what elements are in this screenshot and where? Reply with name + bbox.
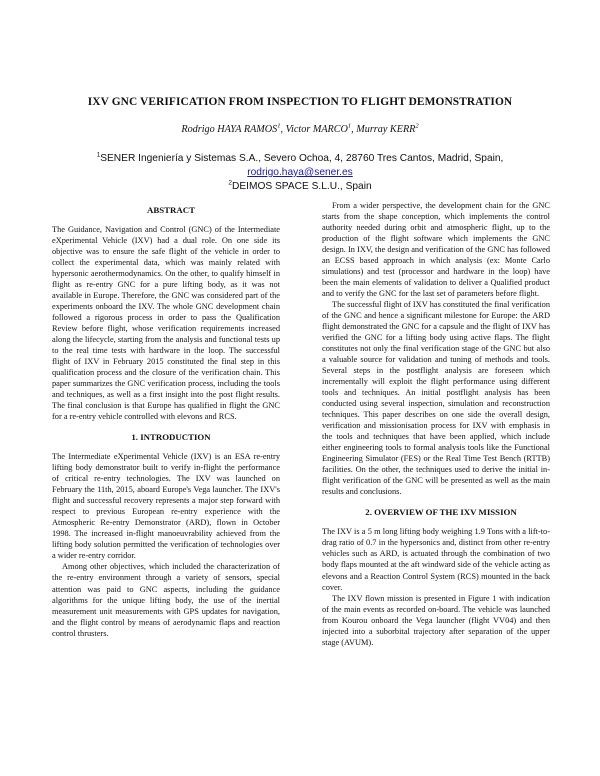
paper-title: IXV GNC VERIFICATION FROM INSPECTION TO FLIGHT DEMONSTRATION xyxy=(87,96,513,108)
author-name: Victor MARCO xyxy=(285,124,348,135)
author-email-link[interactable]: rodrigo.haya@sener.es xyxy=(247,167,353,178)
abstract-heading: ABSTRACT xyxy=(147,205,195,215)
paragraph: The successful flight of IXV has constituted the final verification of the GNC and hence a significant milestone for Europe: the ARD flight demonstrated the GNC for a capsule and the flight of IXV has verified the GNC for a lifting body using active flaps. The flight constitutes not only the final verification stage of the GNC but also a valuable source for validation and tuning of methods and tools. Several steps in the postflight analysis are foreseen which incrementally will exploit the flight performance using different tools and techniques. An initial postflight analysis has been conducted using several inspection, simulation and reconstruction techniques. This paper describes on one side the overall design, verification and missionisation process for IXV with emphasis in the tools and techniques that have been applied, which include either engineering tools to formal analysis tools like the Functional Engineering Simulator (FES) or the Real Time Test Bench (RTTB) facilities. On the other, the techniques used to derive the initial in-flight verification of the GNC will be presented as well as the main results and conclusions. xyxy=(322,300,550,497)
author-affiliation-mark: 1 xyxy=(277,122,281,130)
paragraph: The IXV is a 5 m long lifting body weighing 1.9 Tons with a lift-to-drag ratio of 0.7 in the hypersonics and, distinct from other re-entry vehicles such as ARD, is actuated through the combination of two body flaps mounted at the aft windward side of the vehicle acting as elevons and a Reaction Control System (RCS) mounted in the back cover. xyxy=(322,527,550,592)
author-list: Rodrigo HAYA RAMOS$^1$, Victor MARCO$^1$, Murray KERR$^2$ xyxy=(181,122,419,135)
paragraph: The Intermediate eXperimental Vehicle (IXV) is an ESA re-entry lifting body demonstrator built to verify in-flight the performance of critical re-entry technologies. The IXV was launched on February the 11th, 2015, aboard Europe's Vega launcher. The IXV's flight and successful recovery represents a major step forward with respect to previous European re-entry experience with the Atmospheric Re-entry Demonstrator (ARD), flown in October 1998. The increased in-flight manoeuvrability achieved from the lifting body solution permitted the verification of technologies over a wider re-entry corridor. xyxy=(52,452,280,561)
author-affiliation-mark: 1 xyxy=(347,122,352,130)
left-column xyxy=(52,205,280,639)
affiliation-1: $^1$SENER Ingeniería y Sistemas S.A., Severo Ochoa, 4, 28760 Tres Cantos, Madrid, Spain, xyxy=(96,151,504,164)
right-column xyxy=(322,200,550,648)
affiliation-2: $^2$DEIMOS SPACE S.L.U., Spain xyxy=(228,179,372,192)
author-affiliation-mark: 2 xyxy=(415,122,419,130)
abstract-text: The Guidance, Navigation and Control (GNC) of the Intermediate eXperimental Vehicle (IXV) had a dual role. On one side its objective was to ensure the safe flight of the vehicle in order to collect the experimental data, which was mainly related with hypersonic aerothermodynamics. On the other, to qualify himself in flight as re-entry GNC for a pure lifting body, as it was not available in Europe. Therefore, the GNC was considered part of the experiments onboard the IXV. The whole GNC development chain followed a rigorous process in order to pass the Qualification Review before flight, whose verification requirements increased along the lifecycle, starting from the analysis and functional tests up to the real time tests with hardware in the loop. The successful flight of IXV in February 2015 constituted the final step in this qualification process and the closure of the verification chain. This paper summarizes the GNC verification process, including the tools and techniques, as well as a first insight into the post flight results. The final conclusion is that Europe has qualified in flight the GNC for a re-entry vehicle controlled with elevons and RCS. xyxy=(52,225,280,422)
author-name: Rodrigo HAYA RAMOS xyxy=(181,124,278,135)
author-name: Murray KERR xyxy=(356,124,416,135)
introduction-heading: 1. INTRODUCTION xyxy=(131,432,211,443)
paragraph: The IXV flown mission is presented in Figure 1 with indication of the main events as recorded on-board. The vehicle was launched from Kourou onboard the Vega launcher (flight VV04) and then injected into a suborbital trajectory after separation of the upper stage (AVUM). xyxy=(322,593,550,647)
overview-heading: 2. OVERVIEW OF THE IXV MISSION xyxy=(365,507,517,518)
paragraph: Among other objectives, which included the characterization of the re-entry environment through a variety of sensors, special attention was paid to GNC aspects, including the guidance algorithms for the unique lifting body, the use of the inertial measurement unit measurements with GPS updates for navigation, and the flight control by means of aerodynamic flaps and reaction control thrusters. xyxy=(52,562,280,638)
paragraph: From a wider perspective, the development chain for the GNC starts from the shape conception, which implements the control authority needed during orbit and atmospheric flight, up to the production of the flight software which implements the GNC design. In IXV, the design and verification of the GNC has followed an ECSS based approach in which analysis (ex: Monte Carlo simulations) and test (processor and hardware in the loop) have been the main elements of validation to deliver a Qualified product and to verify the GNC for the last set of parameters before flight. xyxy=(322,201,550,299)
